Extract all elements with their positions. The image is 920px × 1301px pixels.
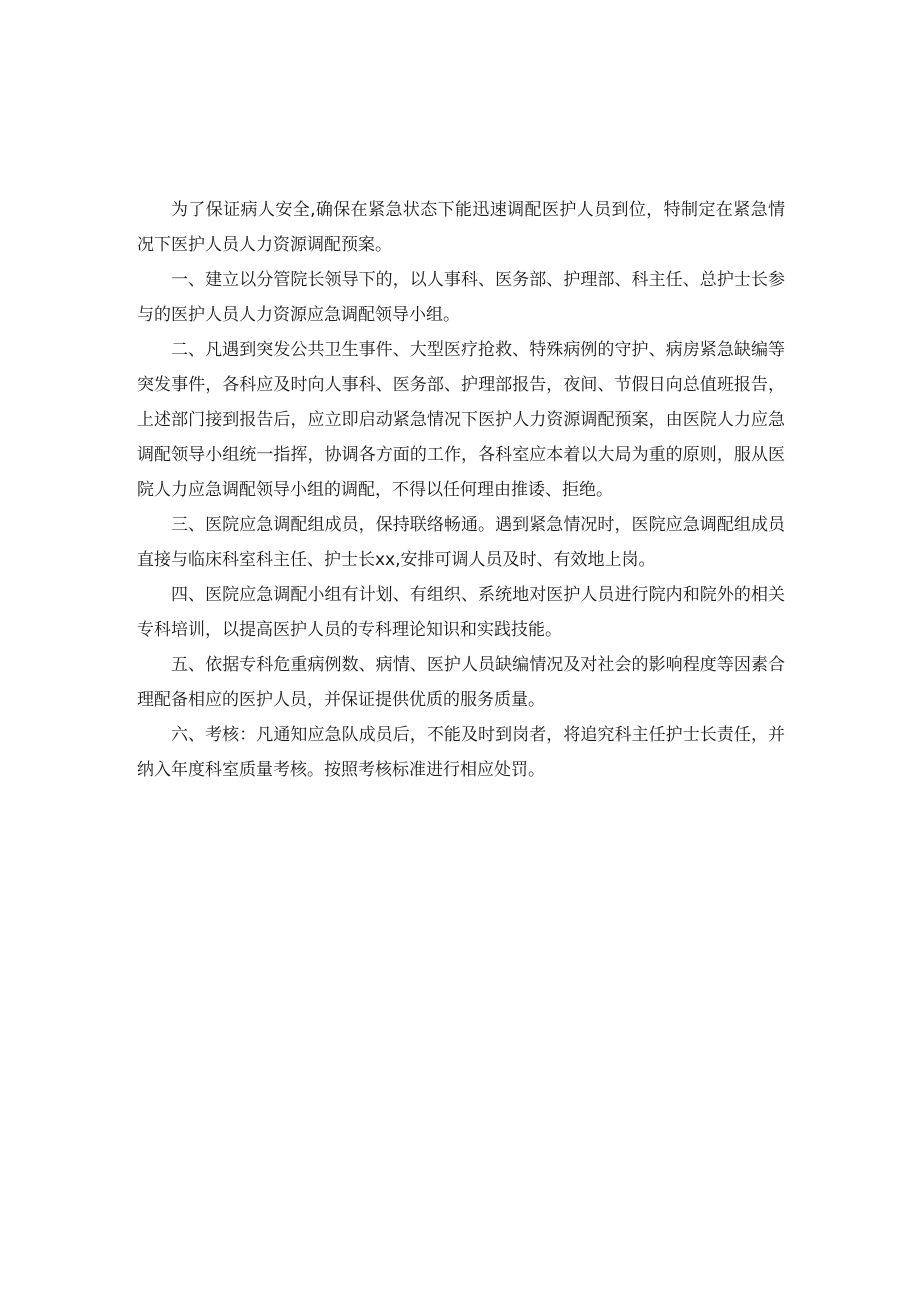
paragraph-2: 二、凡遇到突发公共卫生事件、大型医疗抢救、特殊病例的守护、病房紧急缺编等突发事件，各科应及时向人事科、医务部、护理部报告，夜间、节假日向总值班报告，上述部门接到报告后，应立即启动紧急情况下医护人力资源调配预案，由医院人力应急调配领导小组统一指挥，协调各方面的工作，各科室应本着以大局为重的原则，服从医院人力应急调配领导小组的调配，不得以任何理由推诿、拒绝。	[137, 340, 785, 500]
document-body	[137, 193, 785, 788]
paragraph-3: 三、医院应急调配组成员，保持联络畅通。遇到紧急情况时，医院应急调配组成员直接与临床科室科主任、护士长xx,安排可调人员及时、有效地上岗。	[137, 515, 785, 570]
paragraph-5: 五、依据专科危重病例数、病情、医护人员缺编情况及对社会的影响程度等因素合理配备相应的医护人员，并保证提供优质的服务质量。	[137, 655, 785, 710]
paragraph-intro: 为了保证病人安全,确保在紧急状态下能迅速调配医护人员到位，特制定在紧急情况下医护人员人力资源调配预案。	[137, 200, 785, 255]
paragraph-6: 六、考核：凡通知应急队成员后，不能及时到岗者，将追究科主任护士长责任，并纳入年度科室质量考核。按照考核标准进行相应处罚。	[137, 725, 785, 780]
paragraph-4: 四、医院应急调配小组有计划、有组织、系统地对医护人员进行院内和院外的相关专科培训，以提高医护人员的专科理论知识和实践技能。	[137, 585, 785, 640]
paragraph-1: 一、建立以分管院长领导下的，以人事科、医务部、护理部、科主任、总护士长参与的医护人员人力资源应急调配领导小组。	[137, 270, 785, 325]
